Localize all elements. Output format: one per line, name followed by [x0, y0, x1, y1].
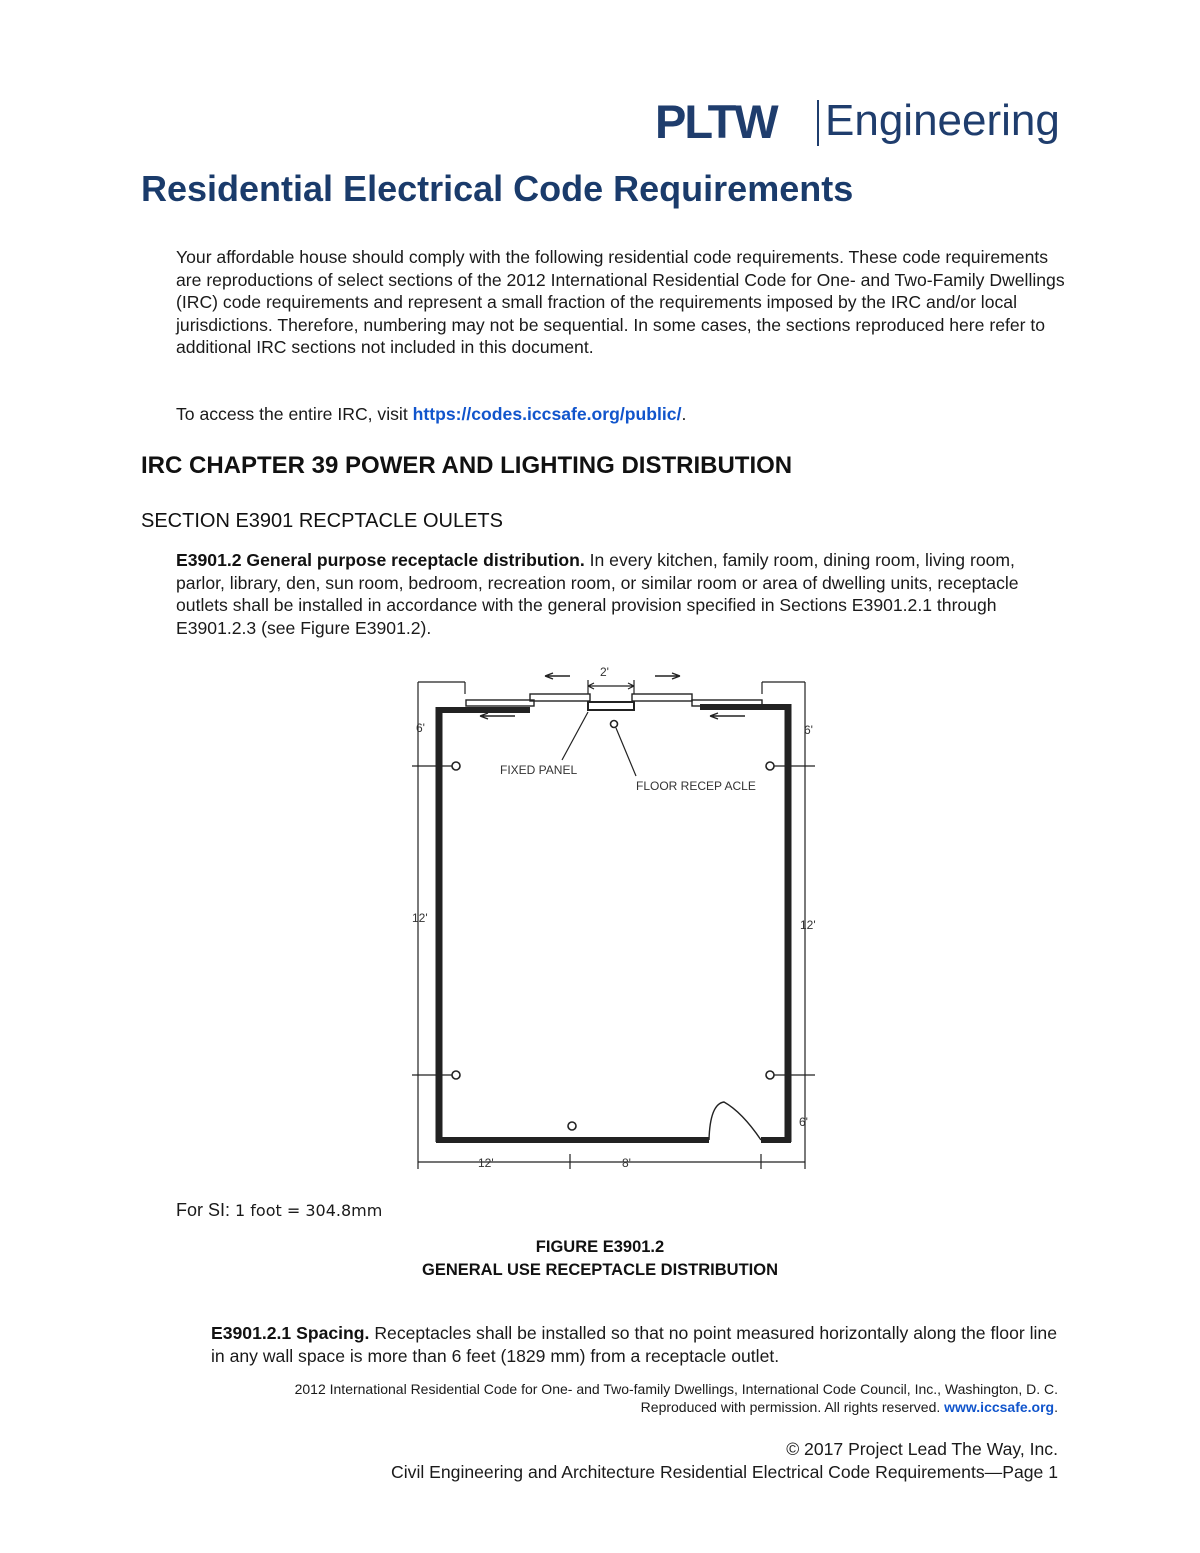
figure-caption-title: GENERAL USE RECEPTACLE DISTRIBUTION — [422, 1261, 778, 1279]
e3901-2-1-term: E3901.2.1 Spacing. — [211, 1323, 370, 1343]
slide-arrow-top-right — [655, 673, 680, 679]
section-heading: SECTION E3901 RECPTACLE OULETS — [141, 510, 503, 532]
pltw-engineering-logo — [655, 95, 1060, 156]
iccsafe-link[interactable]: www.iccsafe.org — [944, 1399, 1055, 1415]
credit-line-2 — [641, 1398, 1058, 1416]
label-bottom-left: 12' — [478, 1156, 494, 1170]
access-paragraph — [176, 403, 1066, 426]
dim-bottom — [418, 1154, 805, 1169]
receptacle-distribution-figure — [410, 664, 820, 1174]
fixed-panel-pointer — [562, 712, 588, 760]
dim-2ft — [588, 680, 634, 694]
chapter-heading: IRC CHAPTER 39 POWER AND LIGHTING DISTRIBUTION — [141, 452, 793, 479]
si-prefix: For SI: — [176, 1200, 236, 1220]
e3901-2-paragraph — [176, 549, 1066, 639]
receptacle-bottom — [568, 1122, 576, 1130]
label-fixed-panel: FIXED PANEL — [500, 763, 578, 777]
label-left-mid: 12' — [412, 911, 428, 925]
page-title: Residential Electrical Code Requirements — [141, 168, 854, 209]
label-right-bottom: 6' — [799, 1115, 808, 1129]
intro-paragraph: Your affordable house should comply with the following residential code requirements. These code requirements are reproductions of select sections of the 2012 International Residential Code for One- and Two-Family Dwellings (IRC) code requirements and represent a small fraction of the requirements imposed by the IRC and/or local jurisdictions. Therefore, numbering may not be sequential. In some cases, the sections reproduced here refer to additional IRC sections not included in this document. — [176, 247, 1065, 357]
footer-page: Civil Engineering and Architecture Residential Electrical Code Requirements—Page 1 — [391, 1462, 1058, 1482]
logo-division: Engineering — [825, 96, 1060, 145]
floor-receptacle-pointer — [616, 728, 636, 776]
footer-copyright: © 2017 Project Lead The Way, Inc. — [786, 1439, 1058, 1459]
sliding-panel-1 — [466, 700, 534, 706]
slide-arrow-left — [480, 713, 515, 719]
e3901-2-text: In every kitchen, family room, dining room, living room, parlor, library, den, sun room, bedroom, recreation room, or similar room or area of dwelling units, receptacle outlets shall be installed in accordance with the general provision specified in Sections E3901.2.1 through E3901.2.3 (see Figure E3901.2). — [176, 550, 1019, 638]
door-swing — [709, 1102, 761, 1140]
irc-link[interactable]: https://codes.iccsafe.org/public/ — [412, 404, 682, 424]
label-floor-receptacle: FLOOR RECEP ACLE — [636, 779, 756, 793]
logo-divider — [817, 100, 819, 146]
receptacle-right-bottom — [766, 1071, 774, 1079]
label-bottom-right: 8' — [622, 1156, 631, 1170]
si-value: 1 foot = 304.8mm — [235, 1201, 383, 1220]
fixed-panel — [588, 702, 634, 710]
credit-line-1: 2012 International Residential Code for One- and Two-family Dwellings, International Code Council, Inc., Washington, D. C. — [294, 1381, 1058, 1397]
credit-prefix: Reproduced with permission. All rights reserved. — [640, 1399, 945, 1415]
label-top-dim: 2' — [600, 665, 609, 679]
slide-arrow-right — [710, 713, 745, 719]
access-suffix: . — [681, 404, 687, 424]
label-right-mid: 12' — [800, 918, 816, 932]
si-note — [176, 1200, 382, 1221]
label-left-top: 6' — [416, 721, 425, 735]
sliding-panel-3 — [632, 694, 692, 701]
label-right-top: 6' — [804, 723, 813, 737]
access-prefix: To access the entire IRC, visit — [176, 404, 413, 424]
credit-suffix: . — [1054, 1399, 1058, 1415]
e3901-2-1-text: Receptacles shall be installed so that no point measured horizontally along the floor line in any wall space is more than 6 feet (1829 mm) from a receptacle outlet. — [211, 1323, 1057, 1366]
receptacle-left-bottom — [452, 1071, 460, 1079]
receptacle-right-top — [766, 762, 774, 770]
slide-arrow-top-left — [545, 673, 570, 679]
logo-brand: PLTW — [655, 95, 777, 148]
receptacle-left-top — [452, 762, 460, 770]
e3901-2-term: E3901.2 General purpose receptacle distribution. — [176, 550, 585, 570]
e3901-2-1-paragraph — [211, 1322, 1061, 1367]
figure-caption-number: FIGURE E3901.2 — [535, 1238, 665, 1256]
sliding-panel-2 — [530, 694, 590, 701]
floor-receptacle — [611, 721, 618, 728]
